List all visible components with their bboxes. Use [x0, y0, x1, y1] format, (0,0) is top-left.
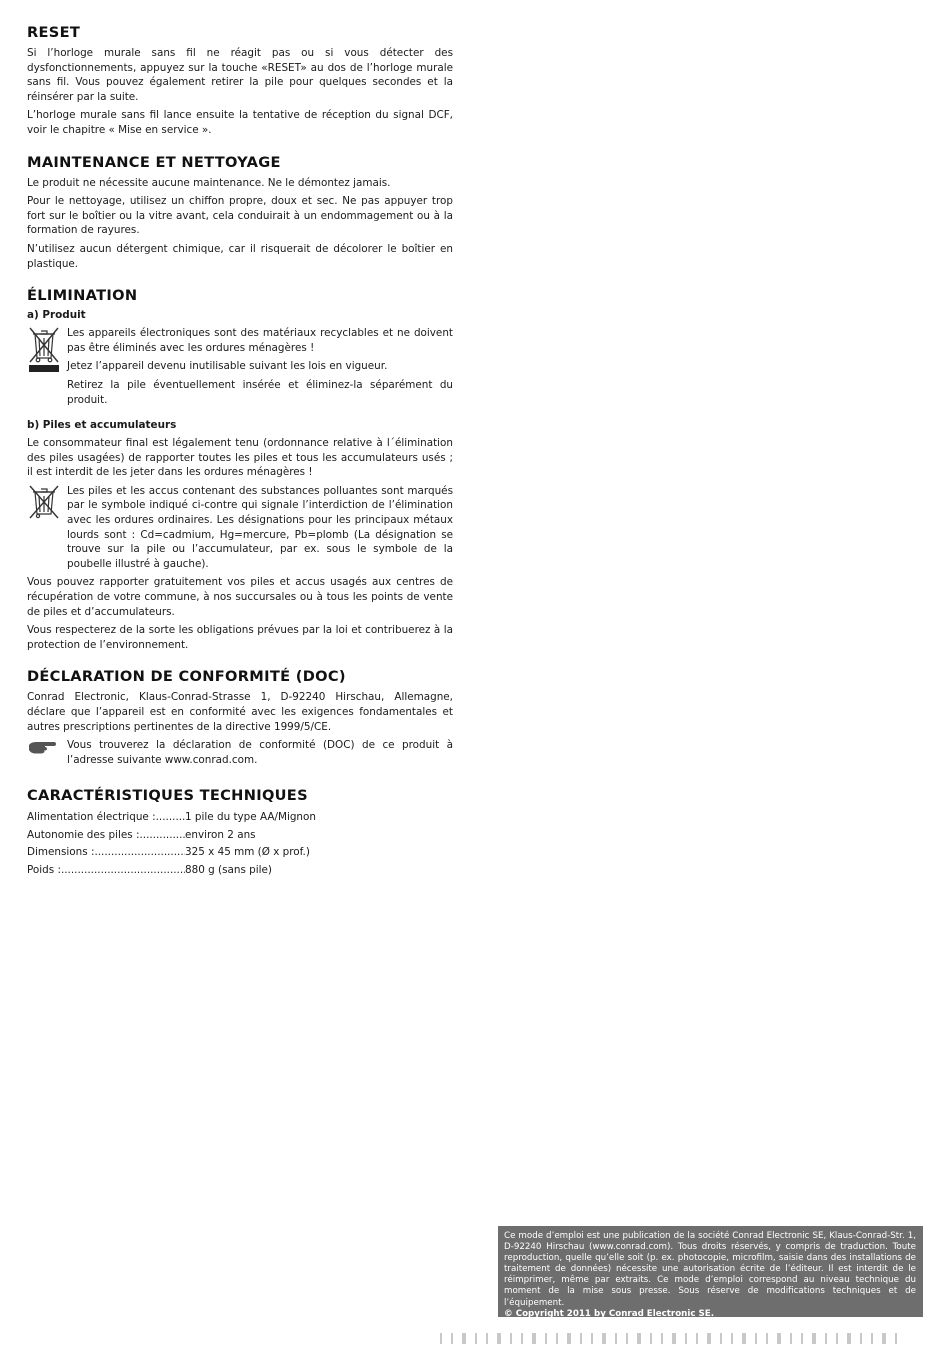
batteries-paragraph-1: Le consommateur final est légalement tenu (ordonnance relative à l´élimination des piles usagées) de rapporter toutes les piles et tous les accumulateurs usés ; il est interdit de les jeter dans les ordures ménagères !: [27, 437, 453, 479]
pointing-hand-icon: [27, 738, 67, 761]
copyright-line: © Copyright 2011 by Conrad Electronic SE.: [504, 1308, 714, 1319]
imprint-box: [498, 1226, 923, 1317]
batteries-paragraph-4: Vous respecterez de la sorte les obligations prévues par la loi et contribuerez à la protection de l’environnement.: [27, 624, 453, 651]
declaration-paragraph-2: Vous trouverez la déclaration de conformité (DOC) de ce produit à l’adresse suivante www.conrad.com.: [67, 739, 453, 766]
batteries-paragraph-3: Vous pouvez rapporter gratuitement vos piles et accus usagés aux centres de récupération de votre commune, à nos succursales ou à tous les points de vente de piles et d’accumulateurs.: [27, 576, 453, 618]
product-disposal-block: [27, 326, 453, 411]
spec-value: 880 g (sans pile): [185, 863, 272, 876]
reset-paragraph-1: Si l’horloge murale sans fil ne réagit pas ou si vous détecter des dysfonctionnements, appuyez sur la touche «RESET» au dos de l’horloge murale sans fil. Vous pouvez également retirer la pile pour quelques secondes et la réinsérer par la suite.: [27, 47, 453, 103]
product-subheading: a) Produit: [27, 309, 86, 322]
spec-row: [27, 844, 453, 862]
elimination-heading: ÉLIMINATION: [27, 287, 138, 305]
maintenance-heading: MAINTENANCE ET NETTOYAGE: [27, 153, 281, 171]
declaration-note: [27, 738, 453, 771]
product-paragraph-3: Retirez la pile éventuellement insérée et éliminez-la séparément du produit.: [67, 378, 453, 406]
batteries-subheading: b) Piles et accumulateurs: [27, 419, 177, 432]
spec-row: [27, 809, 453, 827]
spec-label: Alimentation électrique : .....: [27, 809, 185, 827]
batteries-paragraph-2: Les piles et les accus contenant des substances polluantes sont marqués par le symbole indiqué ci-contre qui signale l’interdiction de l’élimination avec les ordures ordinaires. Les désignations pour les principaux métaux lourds sont : Cd=cadmium, Hg=mercure, Pb=plomb (La désignation se trouve sur la pile ou l’accumulateur, par ex. sous le symbole de la poubelle illustré à gauche).: [67, 484, 453, 570]
declaration-heading: DÉCLARATION DE CONFORMITÉ (DOC): [27, 668, 346, 686]
document-column: [27, 24, 453, 895]
reset-section: [27, 24, 453, 138]
spec-label: Autonomie des piles : .....: [27, 827, 185, 845]
spec-value: environ 2 ans: [185, 828, 256, 841]
spec-label: Poids : .....: [27, 862, 185, 880]
maintenance-paragraph-2: Pour le nettoyage, utilisez un chiffon propre, doux et sec. Ne pas appuyer trop fort sur le boîtier ou la vitre avant, cela conduirait à un endommagement ou à la formation de rayures.: [27, 195, 453, 237]
print-marks: [440, 1333, 930, 1344]
spec-value: 325 x 45 mm (Ø x prof.): [185, 846, 310, 859]
maintenance-section: [27, 154, 453, 272]
reset-heading: RESET: [27, 24, 81, 41]
spec-label: Dimensions : .....: [27, 844, 185, 862]
maintenance-paragraph-3: N’utilisez aucun détergent chimique, car il risquerait de décolorer le boîtier en plastique.: [27, 242, 453, 270]
declaration-paragraph-1: Conrad Electronic, Klaus-Conrad-Strasse 1, D-92240 Hirschau, Allemagne, déclare que l’appareil est en conformité avec les exigences fondamentales et autres prescriptions pertinentes de la directive 1999/5/CE.: [27, 691, 453, 733]
crossed-bin-icon: [27, 326, 67, 379]
specs-heading: CARACTÉRISTIQUES TECHNIQUES: [27, 787, 308, 805]
spec-row: [27, 827, 453, 845]
spec-value: 1 pile du type AA/Mignon: [185, 811, 316, 824]
elimination-section: [27, 287, 453, 652]
product-paragraph-1: Les appareils électroniques sont des matériaux recyclables et ne doivent pas être éliminés avec les ordures ménagères !: [67, 327, 453, 354]
maintenance-paragraph-1: Le produit ne nécessite aucune maintenance. Ne le démontez jamais.: [27, 176, 391, 189]
spec-row: [27, 862, 453, 880]
product-paragraph-2: Jetez l’appareil devenu inutilisable suivant les lois en vigueur.: [67, 360, 388, 373]
reset-paragraph-2: L’horloge murale sans fil lance ensuite la tentative de réception du signal DCF, voir le chapitre « Mise en service ».: [27, 109, 453, 136]
battery-disposal-block: [27, 484, 453, 576]
specs-section: [27, 787, 453, 879]
declaration-section: [27, 668, 453, 771]
imprint-text: Ce mode d’emploi est une publication de la société Conrad Electronic SE, Klaus-Conrad-Str. 1, D-92240 Hirschau (www.conrad.com). Tous droits réservés, y compris de traduction. Toute reproduction, quelle qu’elle soit (p. ex. photocopie, microfilm, saisie dans des installations de traitement de données) nécessite une autorisation écrite de l’éditeur. Il est interdit de le réimprimer, même par extraits. Ce mode d’emploi correspond au niveau technique du moment de la mise sous presse. Sous réserve de modifications techniques et de l’équipement.: [504, 1231, 916, 1308]
crossed-bin-icon: [27, 484, 67, 525]
specs-list: [27, 809, 453, 879]
